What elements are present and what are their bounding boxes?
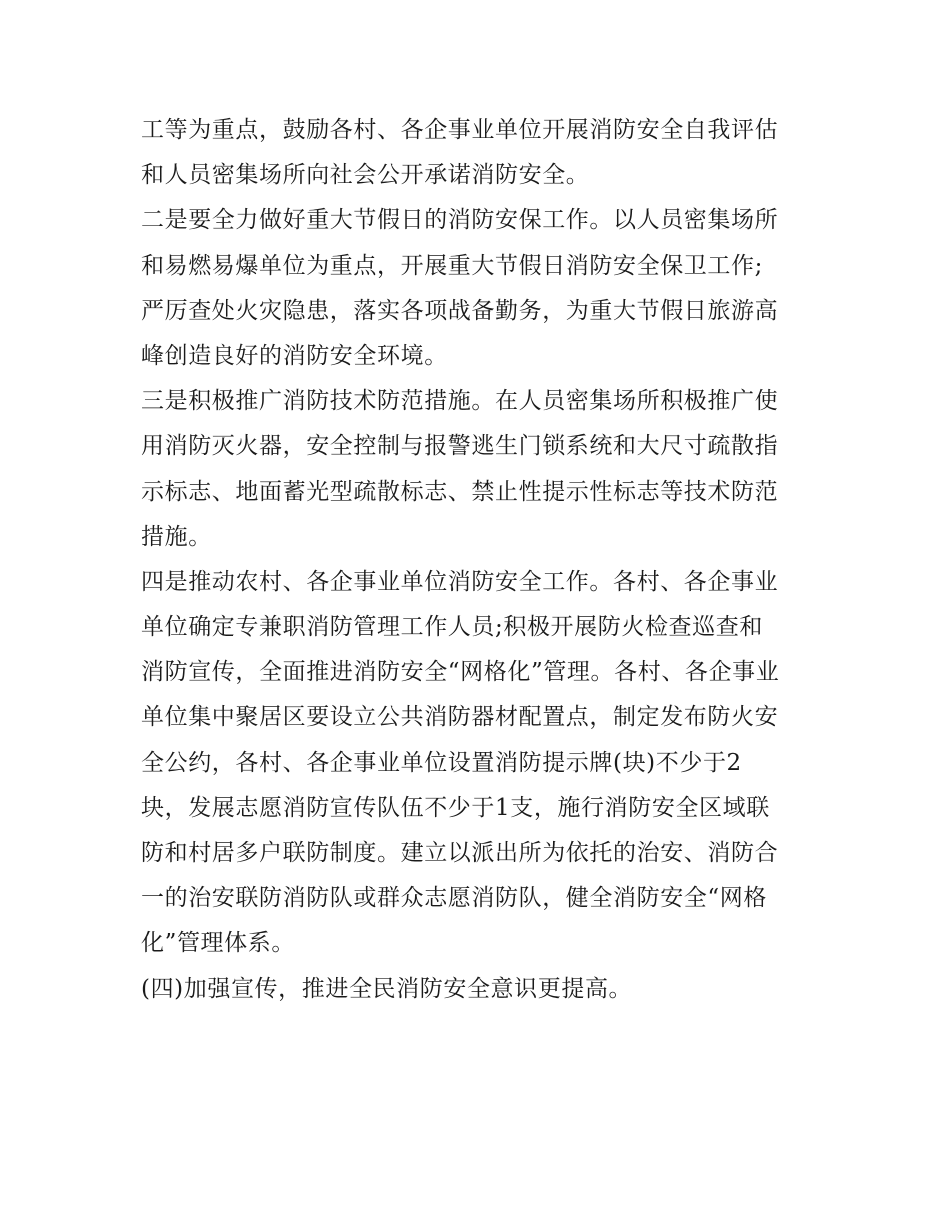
text-line: 和人员密集场所向社会公开承诺消防安全。 <box>141 162 590 189</box>
text-line: 措施。 <box>141 523 212 550</box>
text-line: 工等为重点，鼓励各村、各企事业单位开展消防安全自我评估 <box>141 117 779 143</box>
text-line: 一的治安联防消防队或群众志愿消防队，健全消防安全“网格 <box>141 885 767 912</box>
text-line: 用消防灭火器，安全控制与报警逃生门锁系统和大尺寸疏散指 <box>141 433 779 460</box>
text-line: 峰创造良好的消防安全环境。 <box>141 342 448 369</box>
text-line: 全公约，各村、各企事业单位设置消防提示牌(块)不少于2 <box>141 749 742 776</box>
document-body <box>141 108 817 1012</box>
text-line: 和易燃易爆单位为重点，开展重大节假日消防安全保卫工作; <box>141 252 763 279</box>
text-line: 示标志、地面蓄光型疏散标志、禁止性提示性标志等技术防范 <box>141 478 779 505</box>
text-line: 防和村居多户联防制度。建立以派出所为依托的治安、消防合 <box>141 840 779 866</box>
text-line: 四是推动农村、各企事业单位消防安全工作。各村、各企事业 <box>141 568 779 595</box>
text-line: 化”管理体系。 <box>141 930 295 957</box>
text-line: (四)加强宣传，推进全民消防安全意识更提高。 <box>141 975 633 1002</box>
text-line: 二是要全力做好重大节假日的消防安保工作。以人员密集场所 <box>141 207 779 234</box>
text-line: 三是积极推广消防技术防范措施。在人员密集场所积极推广使 <box>141 388 779 415</box>
text-line: 单位集中聚居区要设立公共消防器材配置点，制定发布防火安 <box>141 704 779 731</box>
text-line: 块，发展志愿消防宣传队伍不少于1支，施行消防安全区域联 <box>141 794 770 821</box>
text-line: 单位确定专兼职消防管理工作人员;积极开展防火检查巡查和 <box>141 614 763 641</box>
text-line: 严厉查处火灾隐患，落实各项战备勤务，为重大节假日旅游高 <box>141 297 779 324</box>
text-line: 消防宣传，全面推进消防安全“网格化”管理。各村、各企事业 <box>141 659 780 686</box>
